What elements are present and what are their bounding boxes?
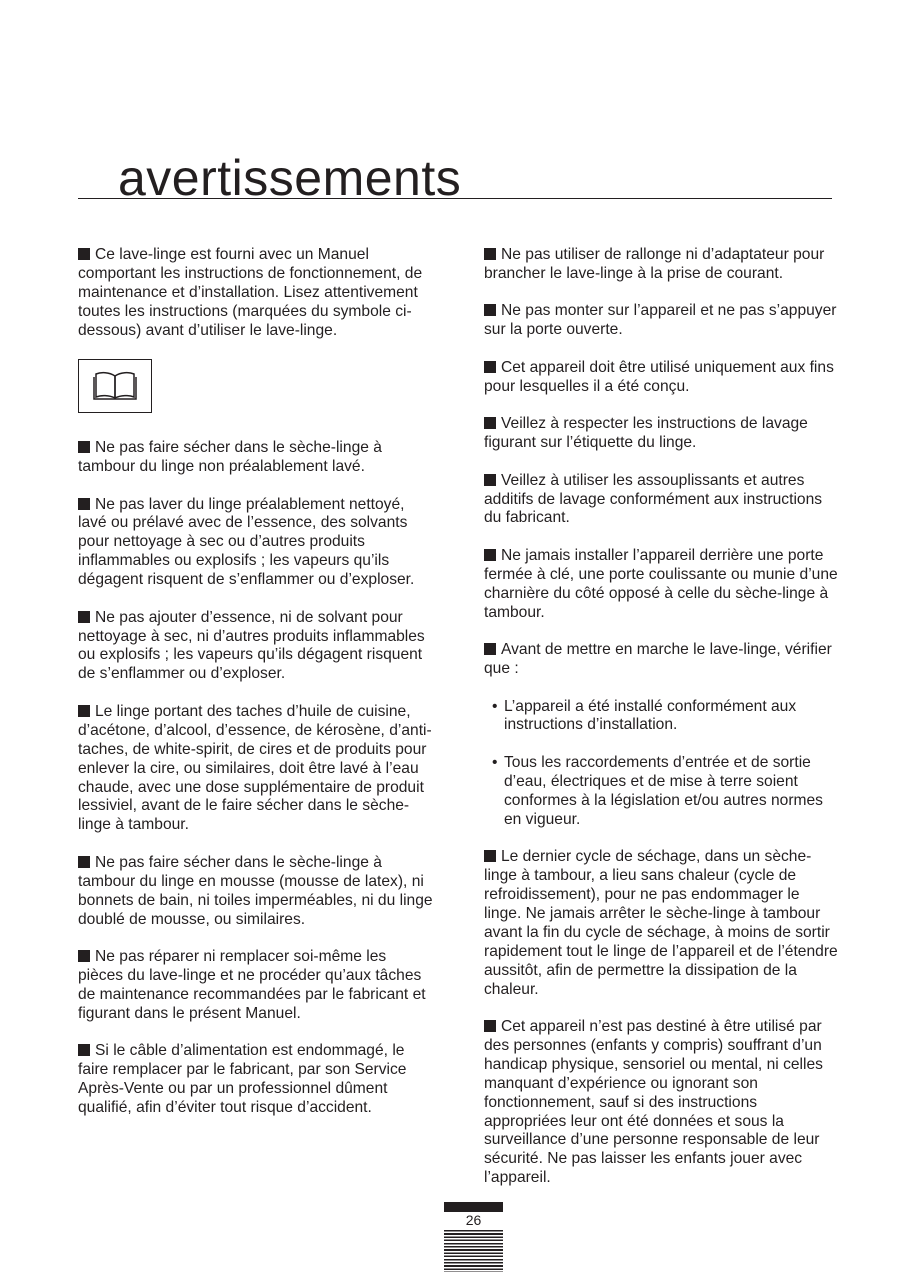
square-bullet-icon bbox=[484, 474, 496, 486]
warning-paragraph: Ne pas faire sécher dans le sèche-linge à tambour du linge non préalablement lavé. bbox=[78, 439, 382, 476]
square-bullet-icon bbox=[78, 611, 90, 623]
square-bullet-icon bbox=[484, 850, 496, 862]
warning-paragraph: Ne pas monter sur l’appareil et ne pas s’appuyer sur la porte ouverte. bbox=[484, 302, 837, 339]
page-number-top-bar bbox=[444, 1202, 503, 1212]
warning-paragraph: Ne pas utiliser de rallonge ni d’adaptateur pour brancher le lave-linge à la prise de courant. bbox=[484, 246, 825, 282]
square-bullet-icon bbox=[484, 643, 496, 655]
square-bullet-icon bbox=[78, 441, 90, 453]
square-bullet-icon bbox=[484, 304, 496, 316]
warning-paragraph: Ce lave-linge est fourni avec un Manuel comportant les instructions de fonctionnement, de maintenance et d’installation. Lisez attentivement toutes les instructions (marquées du symbole ci-dessous) avant d’utiliser le lave-linge. bbox=[78, 246, 423, 339]
warning-paragraph: Le dernier cycle de séchage, dans un sèche-linge à tambour, a lieu sans chaleur (cycle de refroidissement), pour ne pas endommager le linge. Ne jamais arrêter le sèche-linge à tambour avant la fin du cycle de séchage, à moins de sortir rapidement tout le linge de l’appareil et de l’étendre aussitôt, afin de permettre la dissipation de la chaleur. bbox=[484, 848, 838, 998]
warning-paragraph: Ne pas ajouter d’essence, ni de solvant pour nettoyage à sec, ni d’autres produits inflammables ou explosifs ; les vapeurs qu’ils dégagent risquent de s’enflammer ou d’exploser. bbox=[78, 608, 425, 683]
bullet-dot-icon: • bbox=[492, 753, 498, 771]
warning-paragraph: Ne pas réparer ni remplacer soi-même les pièces du lave-linge et ne procéder qu’aux tâches de maintenance recommandées par le fabricant et figurant dans le présent Manuel. bbox=[78, 948, 426, 1022]
left-column bbox=[78, 246, 434, 1136]
square-bullet-icon bbox=[78, 248, 90, 260]
square-bullet-icon bbox=[78, 856, 90, 868]
square-bullet-icon bbox=[484, 549, 496, 561]
square-bullet-icon bbox=[484, 1020, 496, 1032]
square-bullet-icon bbox=[78, 498, 90, 510]
page-number-block bbox=[444, 1202, 503, 1274]
warning-paragraph: Veillez à utiliser les assouplissants et autres additifs de lavage conformément aux instructions du fabricant. bbox=[484, 471, 823, 527]
checklist-item: • L’appareil a été installé conformément aux instructions d’installation. bbox=[492, 697, 797, 734]
warning-paragraph: Cet appareil n’est pas destiné à être utilisé par des personnes (enfants y compris) souffrant d’un handicap physique, sensoriel ou mental, ni celles manquant d’expérience ou ignorant son fonctionnement, sauf si des instructions appropriées leur ont été données et sous la surveillance d’une personne responsable de leur sécurité. Ne pas laisser les enfants jouer avec l’appareil. bbox=[484, 1018, 823, 1187]
warning-paragraph: Veillez à respecter les instructions de lavage figurant sur l’étiquette du linge. bbox=[484, 415, 808, 452]
warning-paragraph: Cet appareil doit être utilisé uniquement aux fins pour lesquelles il a été conçu. bbox=[484, 358, 834, 395]
open-book-icon bbox=[93, 370, 137, 400]
checklist-item: • Tous les raccordements d’entrée et de sortie d’eau, électriques et de mise à terre soient conformes à la législation et/ou autres normes en vigueur. bbox=[492, 753, 823, 828]
warning-paragraph: Si le câble d’alimentation est endommagé, le faire remplacer par le fabricant, par son Service Après-Vente ou par un professionnel dûment qualifié, afin d’éviter tout risque d’accident. bbox=[78, 1042, 407, 1116]
square-bullet-icon bbox=[484, 248, 496, 260]
bullet-dot-icon: • bbox=[492, 697, 498, 715]
warning-paragraph: Le linge portant des taches d’huile de cuisine, d’acétone, d’alcool, d’essence, de kérosène, d’anti-taches, de white-spirit, de cires et de produits pour enlever la cire, ou similaires, doit être lavé à l’eau chaude, avec une dose supplémentaire de produit lessiviel, avant de le faire sécher dans le sèche-linge à tambour. bbox=[78, 702, 432, 834]
page-number-stripes bbox=[444, 1230, 503, 1272]
square-bullet-icon bbox=[484, 417, 496, 429]
warning-paragraph: Ne jamais installer l’appareil derrière une porte fermée à clé, une porte coulissante ou munie d’une charnière du côté opposé à celle du sèche-linge à tambour. bbox=[484, 546, 838, 621]
page-number: 26 bbox=[465, 1212, 482, 1228]
manual-symbol-box bbox=[78, 359, 152, 413]
right-column bbox=[484, 246, 840, 1207]
square-bullet-icon bbox=[78, 705, 90, 717]
title-underline bbox=[78, 198, 832, 199]
warning-paragraph: Avant de mettre en marche le lave-linge, vérifier que : bbox=[484, 641, 832, 678]
square-bullet-icon bbox=[78, 1044, 90, 1056]
square-bullet-icon bbox=[78, 950, 90, 962]
page-title: avertissements bbox=[118, 150, 462, 206]
square-bullet-icon bbox=[484, 361, 496, 373]
warning-paragraph: Ne pas laver du linge préalablement nettoyé, lavé ou prélavé avec de l’essence, des solvants pour nettoyage à sec ou d’autres produits inflammables ou explosifs ; les vapeurs qu’ils dégagent risquent de s’enflammer ou d’exploser. bbox=[78, 495, 415, 589]
warning-paragraph: Ne pas faire sécher dans le sèche-linge à tambour du linge en mousse (mousse de latex), ni bonnets de bain, ni toiles imperméables, ni du linge doublé de mousse, ou similaires. bbox=[78, 853, 433, 928]
